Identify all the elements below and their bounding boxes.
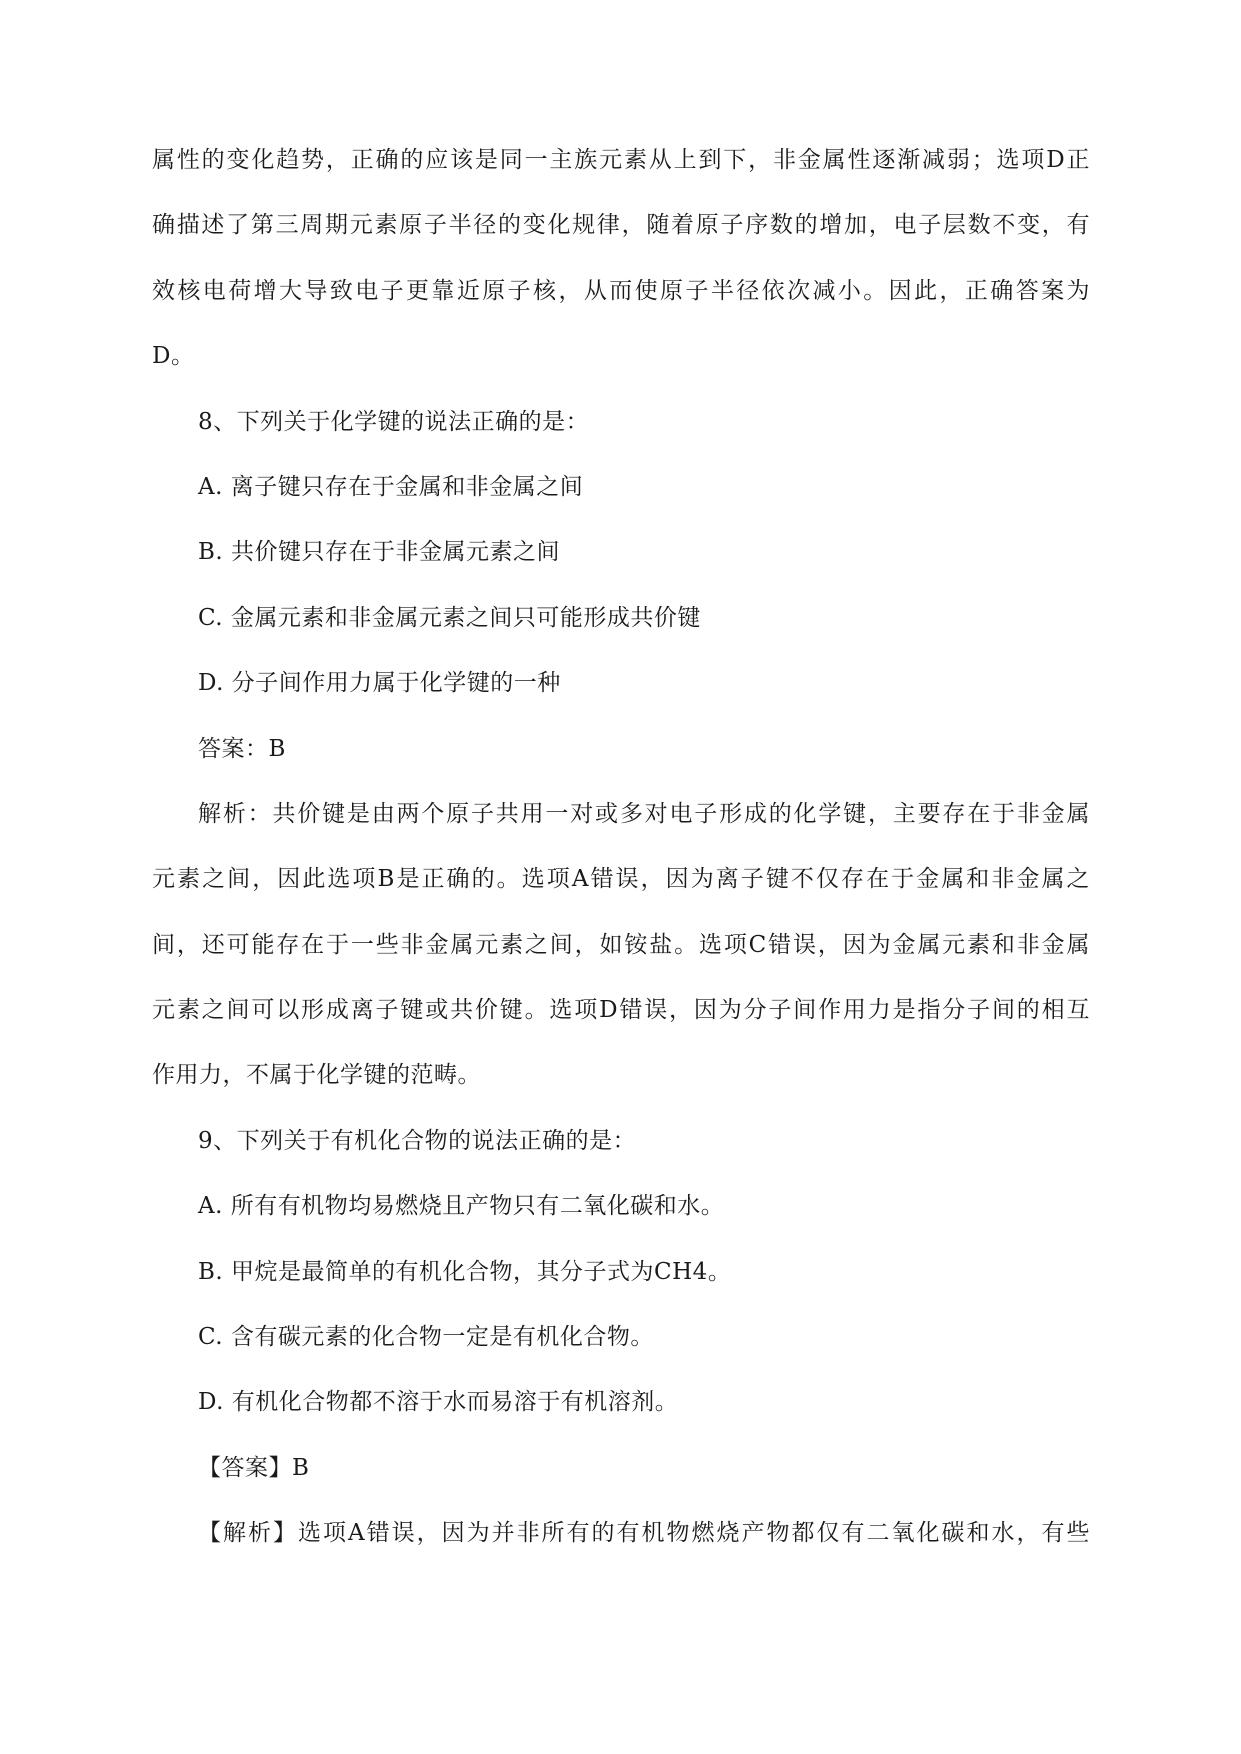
question-8-stem: 8、下列关于化学键的说法正确的是： (198, 408, 590, 435)
question-9-option-a: A. 所有有机物均易燃烧且产物只有二氧化碳和水。 (198, 1193, 725, 1220)
document-body (152, 142, 1090, 1581)
explanation-line: 属性的变化趋势，正确的应该是同一主族元素从上到下，非金属性逐渐减弱；选项D正 (152, 147, 1090, 173)
question-9-option-c: C. 含有碳元素的化合物一定是有机化合物。 (198, 1324, 654, 1351)
explanation-line: D。 (152, 343, 195, 370)
explanation-line: 确描述了第三周期元素原子半径的变化规律，随着原子序数的增加，电子层数不变，有 (152, 212, 1090, 239)
question-8-explanation-line: 间，还可能存在于一些非金属元素之间，如铵盐。选项C错误，因为金属元素和非金属 (152, 931, 1090, 958)
question-8-explanation-line: 解析：共价键是由两个原子共用一对或多对电子形成的化学键，主要存在于非金属 (198, 800, 1090, 827)
question-8-option-a: A. 离子键只存在于金属和非金属之间 (198, 473, 584, 500)
question-8-explanation-line: 元素之间，因此选项B是正确的。选项A错误，因为离子键不仅存在于金属和非金属之 (152, 866, 1090, 893)
question-8-answer: 答案：B (198, 735, 286, 762)
question-8-option-b: B. 共价键只存在于非金属元素之间 (198, 539, 561, 566)
question-8-option-c: C. 金属元素和非金属元素之间只可能形成共价键 (198, 604, 701, 631)
question-9-option-d: D. 有机化合物都不溶于水而易溶于有机溶剂。 (198, 1389, 679, 1416)
question-8-option-d: D. 分子间作用力属于化学键的一种 (198, 670, 561, 697)
question-9-option-b: B. 甲烷是最简单的有机化合物，其分子式为CH4。 (198, 1258, 732, 1285)
question-9-stem: 9、下列关于有机化合物的说法正确的是： (198, 1127, 637, 1154)
question-9-explanation-line: 【解析】选项A错误，因为并非所有的有机物燃烧产物都仅有二氧化碳和水，有些 (198, 1520, 1090, 1547)
explanation-line: 效核电荷增大导致电子更靠近原子核，从而使原子半径依次减小。因此，正确答案为 (152, 277, 1090, 304)
question-9-answer: 【答案】B (198, 1454, 310, 1481)
question-8-explanation-line: 作用力，不属于化学键的范畴。 (152, 1062, 481, 1089)
question-8-explanation-line: 元素之间可以形成离子键或共价键。选项D错误，因为分子间作用力是指分子间的相互 (152, 997, 1090, 1024)
